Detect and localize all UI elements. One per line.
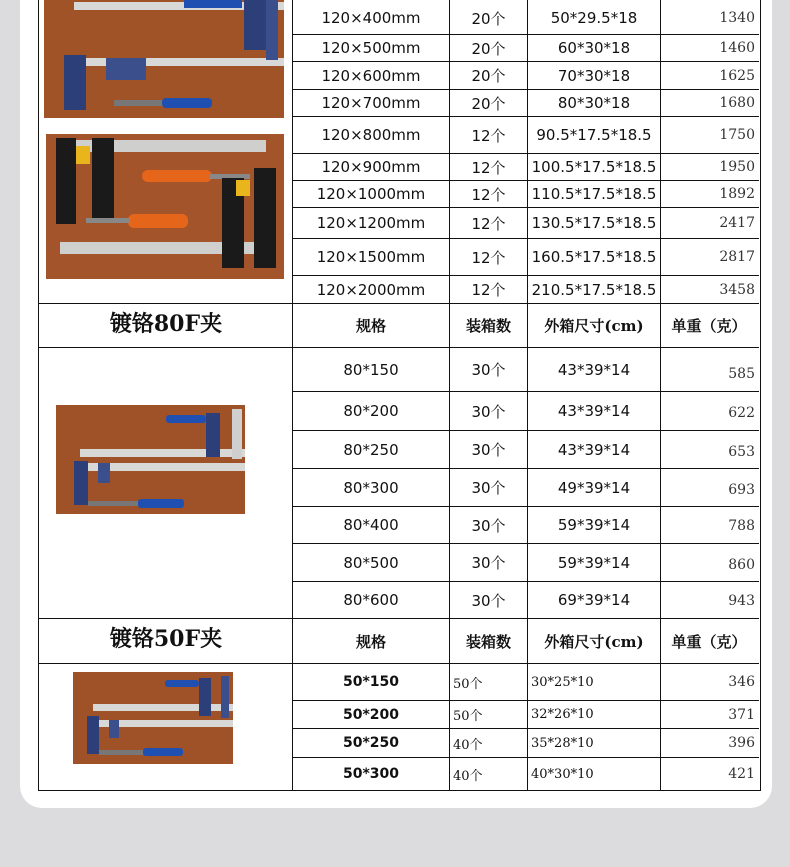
qty-cell: 50个: [453, 709, 483, 724]
spec-cell: 120×1200mm: [316, 214, 426, 232]
spec-cell: 80*500: [343, 553, 399, 572]
weight-cell: 1950: [719, 159, 755, 175]
size-cell: 110.5*17.5*18.5: [531, 185, 657, 203]
spec-cell: 120×500mm: [321, 39, 421, 57]
size-cell: 30*25*10: [531, 674, 594, 690]
spec-cell: 50*250: [342, 735, 400, 751]
size-cell: 80*30*18: [557, 94, 631, 112]
section-80-title: 镀铬80F夹: [109, 310, 223, 337]
weight-cell: 585: [728, 365, 755, 382]
weight-cell: 2817: [719, 249, 755, 265]
size-cell: 210.5*17.5*18.5: [531, 280, 657, 299]
spec-cell: 80*150: [343, 360, 399, 379]
qty-cell: 30个: [471, 441, 506, 459]
qty-cell: 20个: [471, 9, 506, 28]
section-50-title: 镀铬50F夹: [109, 625, 223, 652]
header-weight: 单重（克）: [671, 317, 747, 335]
qty-cell: 30个: [471, 402, 506, 421]
qty-cell: 30个: [471, 591, 506, 610]
size-cell: 59*39*14: [557, 553, 631, 572]
qty-cell: 50个: [453, 676, 483, 692]
weight-cell: 2417: [719, 215, 755, 231]
header-qty: 装箱数: [465, 632, 511, 651]
weight-cell: 788: [728, 518, 755, 534]
qty-cell: 40个: [453, 737, 483, 753]
spec-cell: 80*200: [343, 402, 399, 420]
size-cell: 50*29.5*18: [550, 9, 638, 27]
size-cell: 160.5*17.5*18.5: [531, 248, 657, 266]
weight-cell: 693: [728, 481, 755, 498]
spec-cell: 120×1000mm: [316, 185, 426, 203]
size-cell: 100.5*17.5*18.5: [531, 158, 657, 176]
weight-cell: 622: [728, 405, 755, 421]
weight-cell: 371: [728, 706, 755, 723]
qty-cell: 20个: [471, 94, 506, 113]
qty-cell: 30个: [471, 516, 506, 535]
clamp-photo-blue-50: [73, 672, 233, 764]
weight-cell: 860: [728, 556, 755, 573]
qty-cell: 12个: [471, 185, 506, 204]
header-weight: 单重（克）: [671, 632, 747, 651]
qty-cell: 12个: [471, 126, 506, 145]
spec-cell: 80*600: [343, 591, 399, 609]
qty-cell: 12个: [471, 158, 506, 177]
weight-cell: 653: [728, 443, 755, 460]
weight-cell: 3458: [719, 281, 755, 298]
weight-cell: 943: [728, 593, 755, 609]
header-size: 外箱尺寸(cm): [544, 632, 644, 651]
weight-cell: 1750: [719, 127, 755, 143]
header-spec: 规格: [355, 317, 386, 335]
size-cell: 130.5*17.5*18.5: [531, 214, 657, 232]
qty-cell: 20个: [471, 67, 506, 85]
size-cell: 43*39*14: [557, 360, 631, 379]
spec-cell: 120×800mm: [321, 126, 421, 144]
weight-cell: 1680: [719, 95, 755, 111]
size-cell: 70*30*18: [557, 66, 631, 85]
header-qty: 装箱数: [465, 317, 511, 335]
size-cell: 43*39*14: [557, 440, 631, 459]
weight-cell: 1340: [719, 10, 755, 26]
spec-cell: 50*200: [342, 706, 400, 723]
size-cell: 40*30*10: [531, 766, 594, 782]
weight-cell: 1460: [719, 40, 755, 56]
spec-cell: 120×900mm: [321, 158, 421, 176]
size-cell: 32*26*10: [531, 707, 594, 722]
size-cell: 49*39*14: [557, 478, 631, 497]
header-spec: 规格: [355, 632, 386, 651]
spec-cell: 120×2000mm: [316, 280, 426, 299]
spec-cell: 120×400mm: [321, 9, 421, 27]
qty-cell: 30个: [471, 554, 506, 572]
qty-cell: 12个: [471, 281, 506, 299]
spec-cell: 120×600mm: [321, 66, 421, 85]
size-cell: 90.5*17.5*18.5: [536, 126, 652, 144]
clamp-photo-blue-80: [56, 405, 245, 514]
size-cell: 59*39*14: [557, 516, 631, 534]
weight-cell: 1892: [719, 186, 755, 202]
spec-cell: 50*300: [342, 766, 400, 782]
weight-cell: 346: [728, 674, 755, 690]
weight-cell: 396: [728, 735, 755, 751]
spec-cell: 80*250: [343, 440, 399, 459]
spec-cell: 80*300: [343, 478, 399, 497]
spec-cell: 80*400: [343, 516, 399, 534]
size-cell: 69*39*14: [557, 591, 631, 609]
weight-cell: 1625: [719, 67, 755, 84]
qty-cell: 12个: [471, 248, 506, 267]
clamp-photo-orange-120: [46, 134, 284, 279]
weight-cell: 421: [728, 766, 755, 782]
spec-cell: 50*150: [342, 674, 400, 690]
size-cell: 43*39*14: [557, 402, 631, 420]
clamp-photo-blue-120: [44, 0, 284, 118]
spec-cell: 120×700mm: [321, 94, 421, 112]
header-size: 外箱尺寸(cm): [544, 317, 644, 335]
size-cell: 35*28*10: [531, 735, 594, 751]
qty-cell: 30个: [471, 361, 506, 379]
qty-cell: 30个: [471, 479, 506, 497]
qty-cell: 20个: [471, 39, 506, 58]
spec-cell: 120×1500mm: [316, 248, 426, 266]
size-cell: 60*30*18: [557, 39, 631, 57]
qty-cell: 40个: [453, 768, 483, 784]
qty-cell: 12个: [471, 214, 506, 233]
